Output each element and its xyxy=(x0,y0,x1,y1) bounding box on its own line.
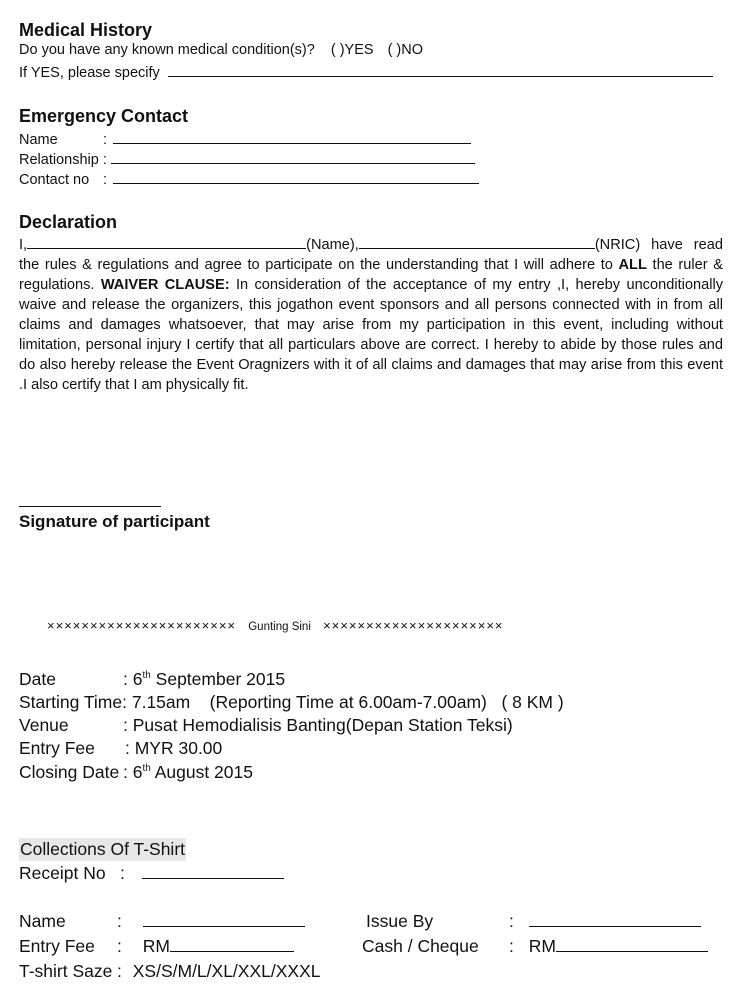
declaration-title: Declaration xyxy=(19,212,118,232)
yes-option[interactable]: ( )YES xyxy=(330,42,374,58)
relationship-field[interactable] xyxy=(111,149,475,164)
declaration-nric-field[interactable] xyxy=(359,234,595,249)
specify-label: If YES, please specify xyxy=(19,65,160,81)
closing-date-sup: th xyxy=(142,763,151,775)
venue-row xyxy=(19,715,513,736)
venue-value: : Pusat Hemodialisis Banting(Depan Station Teksi) xyxy=(123,715,513,735)
receipt-field[interactable] xyxy=(142,864,284,879)
cash-cheque-field[interactable] xyxy=(556,937,708,952)
tshirt-size-options[interactable]: XS/S/M/L/XL/XXL/XXXL xyxy=(132,961,321,981)
medical-question-text: Do you have any known medical condition(s)? xyxy=(19,42,315,58)
date-value-rest: September 2015 xyxy=(150,669,286,689)
entry-fee-label: Entry Fee xyxy=(19,738,95,758)
declaration-i: I, xyxy=(19,237,28,253)
entry-fee-row xyxy=(19,738,222,759)
declaration-text-1: the rules & regulations and agree to participate on the understanding that I will adhere to xyxy=(19,257,613,273)
date-label: Date xyxy=(19,669,56,689)
receipt-label: Receipt No xyxy=(19,863,106,883)
medical-history-title: Medical History xyxy=(19,20,153,40)
tshirt-size-colon: : xyxy=(117,961,122,981)
cut-line xyxy=(47,618,504,633)
contact-no-row xyxy=(19,169,479,188)
declaration-text-2: the ruler & regulations. xyxy=(19,257,723,293)
declaration-text-3: In consideration of the acceptance of my entry ,I, hereby unconditionally waive and release the organizers, this jogathon event sponsors and all persons connected with in from all claims and damages whatsoever, that may arise from my participation in this event, including without limitation, personal injury I certify that all particulars above are correct. I hereby to abide by those rules and do also hereby release the Event Oragnizers with it of all claims and damages that may arise from this event .I also certify that I am physically fit. xyxy=(19,277,724,393)
contact-no-colon: : xyxy=(103,172,108,188)
contact-no-field[interactable] xyxy=(113,169,479,184)
cash-cheque-prefix: RM xyxy=(528,936,556,956)
starting-time-row xyxy=(19,692,564,713)
issue-by-label: Issue By xyxy=(366,911,434,931)
signature-label: Signature of participant xyxy=(19,512,210,531)
entry-fee-value: : MYR 30.00 xyxy=(125,738,223,758)
specify-row xyxy=(19,62,713,81)
issue-by-colon: : xyxy=(509,911,514,931)
collect-name-row xyxy=(19,911,305,932)
closing-date-label: Closing Date xyxy=(19,762,120,782)
cut-here-label: Gunting Sini xyxy=(248,621,311,633)
collect-fee-label: Entry Fee xyxy=(19,936,95,956)
starting-time-label: Starting Time: xyxy=(19,692,127,712)
cut-marks-right: ××××××××××××××××××××× xyxy=(323,618,504,633)
collect-name-label: Name xyxy=(19,911,66,931)
receipt-colon: : xyxy=(120,863,125,883)
date-sup: th xyxy=(142,670,151,682)
tshirt-size-row xyxy=(19,961,320,982)
emergency-name-field[interactable] xyxy=(113,129,471,144)
collect-name-field[interactable] xyxy=(143,912,305,927)
declaration-name-label: (Name), xyxy=(306,237,359,253)
receipt-row xyxy=(19,863,284,884)
closing-date-row xyxy=(19,762,253,783)
closing-date-value-rest: August 2015 xyxy=(150,762,253,782)
collect-fee-field[interactable] xyxy=(170,937,294,952)
declaration-name-field[interactable] xyxy=(27,234,306,249)
tshirt-size-label: T-shirt Saze xyxy=(19,961,113,981)
signature-line[interactable] xyxy=(19,492,161,507)
emergency-name-colon: : xyxy=(103,132,108,148)
medical-condition-question xyxy=(19,42,423,58)
cash-cheque-label: Cash / Cheque xyxy=(362,936,479,956)
collect-fee-colon: : xyxy=(117,936,122,956)
collect-name-colon: : xyxy=(117,911,122,931)
no-option[interactable]: ( )NO xyxy=(387,42,424,58)
closing-date-value-day: : 6 xyxy=(123,762,143,782)
date-value-day: : 6 xyxy=(123,669,143,689)
cash-cheque-row xyxy=(362,936,708,957)
emergency-contact-title: Emergency Contact xyxy=(19,106,189,126)
issue-by-row xyxy=(366,911,701,932)
collect-fee-prefix: RM xyxy=(142,936,170,956)
date-row xyxy=(19,669,285,690)
cash-cheque-colon: : xyxy=(509,936,514,956)
cut-marks-left: ×××××××××××××××××××××× xyxy=(47,618,237,633)
starting-time-value: 7.15am (Reporting Time at 6.00am-7.00am) ( 8 KM ) xyxy=(131,692,564,712)
collect-fee-row xyxy=(19,936,294,957)
relationship-label: Relationship : xyxy=(19,152,107,168)
declaration-all: ALL xyxy=(618,257,647,273)
contact-no-label: Contact no xyxy=(19,172,90,188)
emergency-name-row xyxy=(19,129,471,148)
collections-title: Collections Of T-Shirt xyxy=(20,839,186,859)
waiver-clause-label: WAIVER CLAUSE: xyxy=(100,277,230,293)
declaration-nric-label: (NRIC) have read xyxy=(594,237,723,253)
issue-by-field[interactable] xyxy=(529,912,701,927)
declaration-paragraph xyxy=(19,234,723,395)
emergency-name-label: Name xyxy=(19,132,58,148)
relationship-row xyxy=(19,149,475,168)
venue-label: Venue xyxy=(19,715,69,735)
specify-field[interactable] xyxy=(168,62,713,77)
